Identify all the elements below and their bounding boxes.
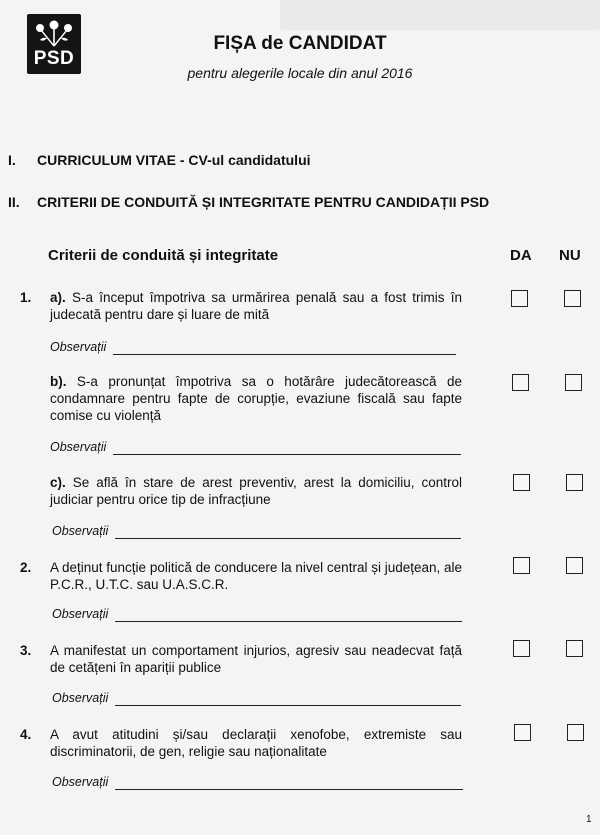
criterion-text [50,373,462,424]
checkbox-no[interactable] [566,640,583,657]
criterion-letter: c). [50,475,66,490]
column-yes: DA [510,247,532,264]
scan-artifact [280,0,600,30]
item-number: 1. [20,290,32,305]
criterion-text [50,726,462,760]
criterion-description: S-a pronunțat împotriva sa o hotărâre judecătorească de condamnare pentru fapte de corupție, evaziune fiscală sau fapte comise cu violență [50,374,462,423]
item-number: 4. [20,727,32,742]
section-title: CURRICULUM VITAE - CV-ul candidatului [37,152,311,168]
checkbox-yes[interactable] [513,640,530,657]
observation-field[interactable] [113,354,456,355]
item-number: 2. [20,560,32,575]
criteria-heading: Criterii de conduită și integritate [48,247,279,264]
criterion-text [50,642,462,676]
observation-label: Observații [52,524,109,538]
checkbox-yes[interactable] [513,557,530,574]
logo-text: PSD [33,48,75,69]
section-title: CRITERII DE CONDUITĂ ȘI INTEGRITATE PENTRU CANDIDAȚII PSD [37,194,490,210]
section-number: II. [8,194,20,210]
observation-label: Observații [52,775,109,789]
section-number: I. [8,152,16,168]
criterion-text [50,559,462,593]
checkbox-no[interactable] [564,290,581,307]
criterion-description: A avut atitudini și/sau declarații xenofobe, extremiste sau discriminatorii, de gen, religie sau naționalitate [50,727,462,759]
observation-field[interactable] [115,621,462,622]
item-number: 3. [20,643,32,658]
checkbox-yes[interactable] [514,724,531,741]
criterion-description: A manifestat un comportament injurios, agresiv sau neadecvat față de cetățeni în apariții publice [50,643,462,675]
checkbox-yes[interactable] [513,474,530,491]
checkbox-no[interactable] [566,474,583,491]
checkbox-no[interactable] [567,724,584,741]
criterion-letter: a). [50,290,66,305]
criterion-description: S-a început împotriva sa urmărirea penală sau a fost trimis în judecată pentru dare și luare de mită [50,290,462,322]
criterion-description: Se află în stare de arest preventiv, arest la domiciliu, control judiciar pentru orice tip de infracțiune [50,475,462,507]
checkbox-no[interactable] [566,557,583,574]
criterion-text [50,474,462,508]
observation-field[interactable] [115,789,463,790]
page-title: FIȘA de CANDIDAT [213,33,387,54]
observation-label: Observații [52,607,109,621]
observation-label: Observații [52,691,109,705]
column-no: NU [559,247,581,264]
observation-field[interactable] [113,454,461,455]
checkbox-yes[interactable] [511,290,528,307]
checkbox-no[interactable] [565,374,582,391]
criterion-text [50,289,462,323]
observation-label: Observații [50,440,107,454]
observation-field[interactable] [115,538,461,539]
checkbox-yes[interactable] [512,374,529,391]
observation-label: Observații [50,340,107,354]
criterion-letter: b). [50,374,67,389]
observation-field[interactable] [115,705,461,706]
criterion-description: A deținut funcție politică de conducere la nivel central și județean, ale P.C.R., U.T.C. sau U.A.S.C.R. [50,560,463,592]
page-number: 1 [586,814,592,825]
page-subtitle: pentru alegerile locale din anul 2016 [187,65,413,81]
